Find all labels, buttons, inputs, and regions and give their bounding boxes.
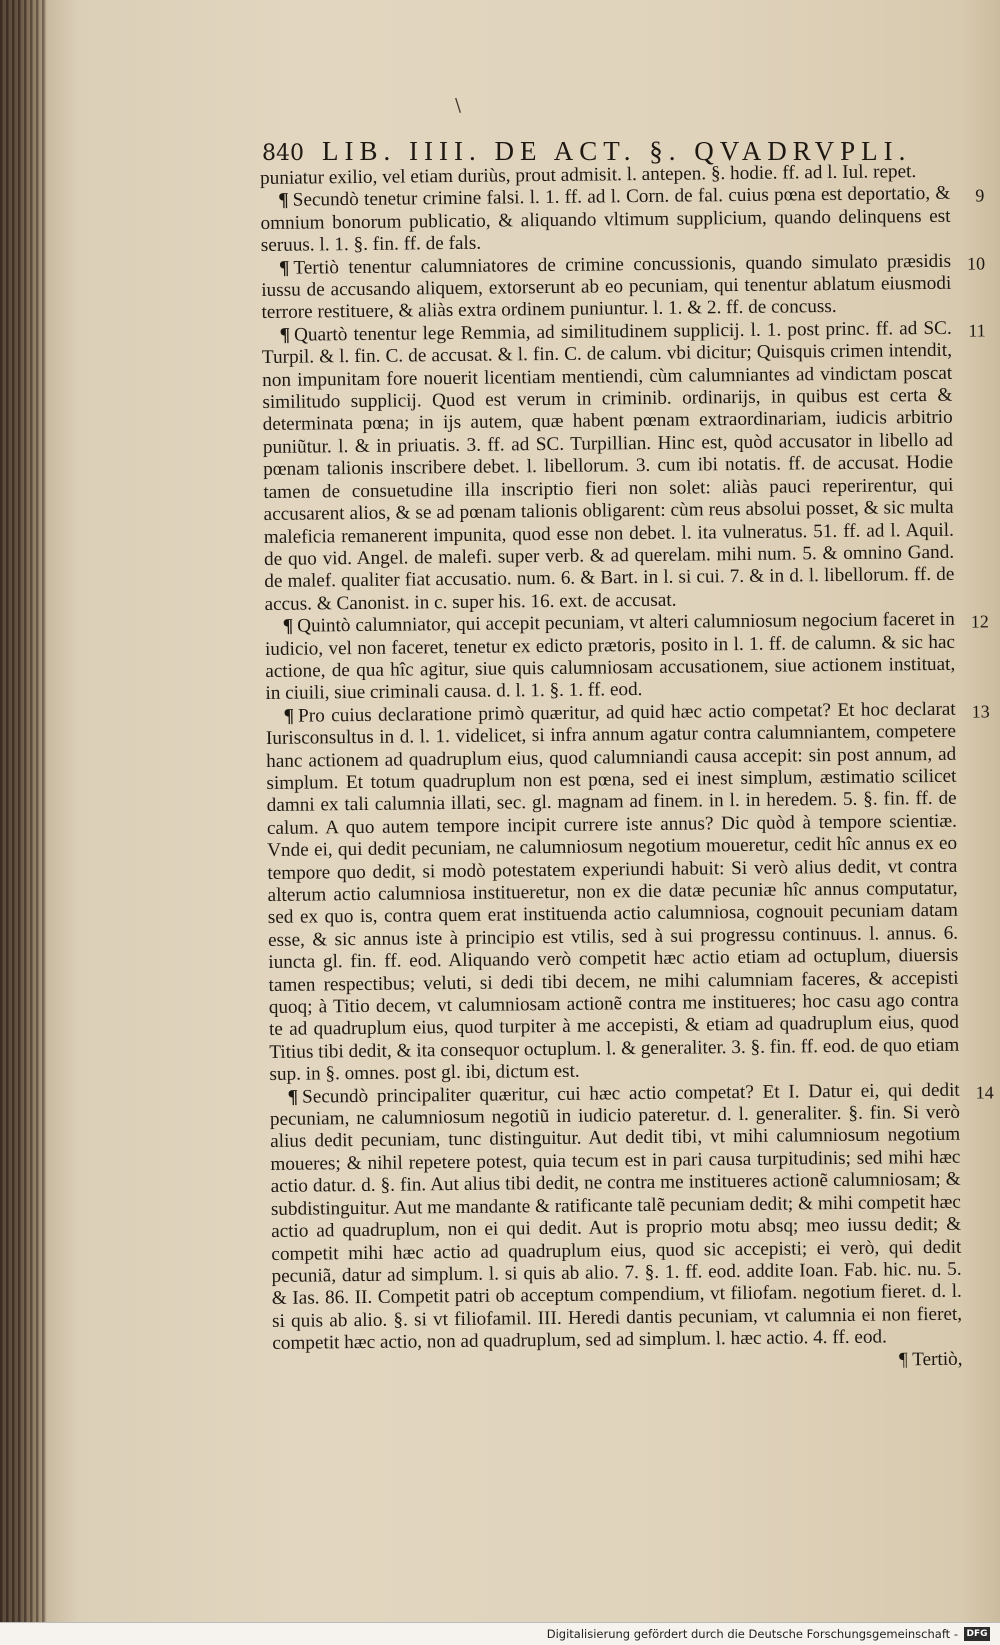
paragraph-text: Quintò calumniator, qui accepit pecuniam, vt alteri calumniosum negocium faceret in iudicio, vel non faceret, tenetur ex edicto prætoris, posito in l. 1. ff. de calumn. & sic hac actione, de qua hîc agitur, siue quis calumniosam accusationem, siue actionem instituat, in ciuili, siue criminali causa. d. l. 1. §. 1. ff. eod. — [264, 608, 956, 705]
paragraph — [261, 317, 986, 616]
margin-number: 11 — [968, 320, 986, 341]
main-text — [260, 161, 994, 1378]
paragraph — [264, 608, 989, 706]
margin-number: 9 — [975, 185, 985, 206]
paragraph — [265, 698, 990, 1086]
paragraph-text: Pro cuius declaratione primò quæritur, ad quid hæc actio competat? Et hoc declarat Iurisconsultus in d. l. 1. videlicet, si infra annum agatur contra calumniantem, competere hanc actionem ad quadruplum eius, quod calumniandi causa accepit: sin post annum, ad simplum. Et totum quadruplum non est pœna, sed ei inest simplum, æstimatio scilicet damni ex tali calumnia illati, sec. gl. magnam ad finem. in l. in heredem. 5. §. fin. ff. de calum. A quo autem tempore incipit currere iste annus? Dic quòd à tempore scientiæ. Vnde ei, qui dedit pecuniam, ne calumniosum negotium moueretur, cedit hîc annus ex eo tempore quo dedit, si modò potestatem experiundi habuit: Si verò alius dedit, vt contra alterum actio calumniosa institueretur, non ex die datæ pecuniæ hîc annus computatur, sed ex quo is, contra quem erat instituenda actio calumniosa, cognouit pecuniam datam esse, & sic annus iste à principio est vtilis, sed à sui progressu continuus. l. annus. 6. iuncta gl. fin. ff. eod. Aliquando verò competit hæc actio etiam ad octuplum, diuersis tamen respectibus; veluti, si dedi tibi decem, ne mihi calumniam faceres, & accepisti quoq; à Titio decem, vt calumniosam actionẽ contra me institueres; hoc casu ago contra te ad quadruplum eius, quod turpiter à me accepisti, & etiam ad quadruplum eius, quod Titius tibi dedit, & ita consequor octuplum. l. & generaliter. 3. §. fin. ff. eod. de quo etiam sup. in §. omnes. post gl. ibi, dictum est. — [265, 698, 960, 1086]
paragraph-text: Secundò principaliter quæritur, cui hæc actio competat? Et I. Datur ei, qui dedit pecuniam, ne calumniosum negotiũ in iudicio pateretur. d. l. generaliter. §. fin. Si verò alius dedit pecuniam, tunc distinguitur. Aut dedit tibi, vt mihi calumniosum negotium moueres; & nihil repetere potest, quia tecum est in pari causa turpitudinis; sed mihi hæc actio datur. d. §. fin. Aut alius tibi dedit, ne contra me institueres actionẽ calumniosam; & subdistinguitur. Aut me mandante & ratificante talẽ pecuniam dedit; & mihi competit hæc actio ad quadruplum, non ei qui dedit. Aut is proprio motu absq; meo iussu dedit; & competit mihi hæc actio ad quadruplum eius, quod sic accepisti; ei verò, qui dedit pecuniã, datur ad simplum. l. si quis ab alio. 7. §. 1. ff. eod. addite Ioan. Fab. hic. nu. 5. & Ias. 86. II. Competit patri ob acceptum compendium, vt filiofam. negotium fieret. d. l. si quis ab alio. §. si vt filiofamil. III. Heredi dantis pecuniam, vt calumnia ei non fieret, competit hæc actio, non ad quadruplum, sed ad simplum. l. hæc actio. 4. ff. eod. — [269, 1079, 963, 1355]
running-title: LIB. IIII. DE ACT. §. QVADRVPLI. — [322, 136, 912, 166]
pilcrow-mark: ¶ — [287, 1086, 299, 1108]
paragraph — [261, 250, 986, 324]
catchword: ¶ Tertiò, — [898, 1348, 963, 1370]
page-number: 840 — [262, 141, 304, 166]
margin-number: 12 — [970, 611, 989, 632]
paragraph — [260, 183, 985, 257]
paragraph-text: Secundò tenetur crimine falsi. l. 1. ff. ad l. Corn. de fal. cuius pœna est deportatio, & omnium bonorum publicatio, & aliquando vltimum supplicium, quando delinquens est seruus. l. 1. §. fin. ff. de fals. — [260, 183, 951, 257]
paragraph-text: Quartò tenentur lege Remmia, ad similitudinem supplicij. l. 1. post princ. ff. ad SC. Turpil. & l. fin. C. de accusat. & l. fin. C. de calum. vbi dicitur; Quisquis crimen intendit, non impunitam fore nouerit licentiam mentiendi, cùm calumniantes ad vindictam poscat similitudo supplicij. Quod est verum in criminib. ordinarijs, in quibus est certa & determinata pœna; in ijs autem, quæ habent pœnam extraordinariam, iudicis arbitrio puniũtur. l. & in priuatis. 3. ff. ad SC. Turpillian. Hinc est, quòd accusator in libello ad pœnam talionis inscribere debet. l. libellorum. 3. cum ibi notatis. ff. de accusat. Hodie tamen de consuetudine illa inscriptio fieri non solet: aliàs pauci reperirentur, qui accusarent alios, & se ad pœnam talionis obligarent: cùm reus absolui posset, & sic multa maleficia remanerent impunita, quod esse non debet. l. ita vulneratus. 51. ff. ad l. Aquil. de quo vid. Angel. de malefi. super verb. & ad querelam. mihi num. 5. & omnino Gand. de malef. qualiter fiat accusatio. num. 6. & Bart. in l. si cui. 7. & in d. l. libellorum. ff. de accus. & Canonist. in c. super his. 16. ext. de accusat. — [261, 317, 955, 615]
digitization-footer — [0, 1622, 1000, 1645]
pilcrow-mark: ¶ — [278, 190, 289, 212]
margin-number: 10 — [966, 253, 986, 274]
pilcrow-mark: ¶ — [283, 705, 295, 727]
paragraph — [269, 1079, 994, 1355]
pilcrow-mark: ¶ — [279, 324, 291, 346]
paragraph-text: puniatur exilio, vel etiam duriùs, prout admisit. l. antepen. §. hodie. ff. ad l. Iul. repet. — [260, 161, 917, 189]
paragraph-text: Tertiò tenentur calumniatores de crimine concussionis, quando simulato præsidis iussu de accusando aliquem, extorserunt ab eo pecuniam, qui tenentur ablatum eiusmodi terrore restituere, & aliàs extra ordinem puniuntur. l. 1. & 2. ff. de concuss. — [261, 250, 952, 324]
ink-mark: \ — [455, 95, 462, 116]
book-binding-edge — [0, 0, 46, 1645]
margin-number: 13 — [971, 701, 990, 722]
pilcrow-mark: ¶ — [278, 257, 290, 279]
pilcrow-mark: ¶ — [282, 615, 294, 637]
margin-number: 14 — [975, 1082, 994, 1103]
footer-credit: Digitalisierung gefördert durch die Deutsche Forschungsgemeinschaft - — [546, 1627, 958, 1641]
dfg-logo-icon: DFG — [964, 1627, 990, 1641]
